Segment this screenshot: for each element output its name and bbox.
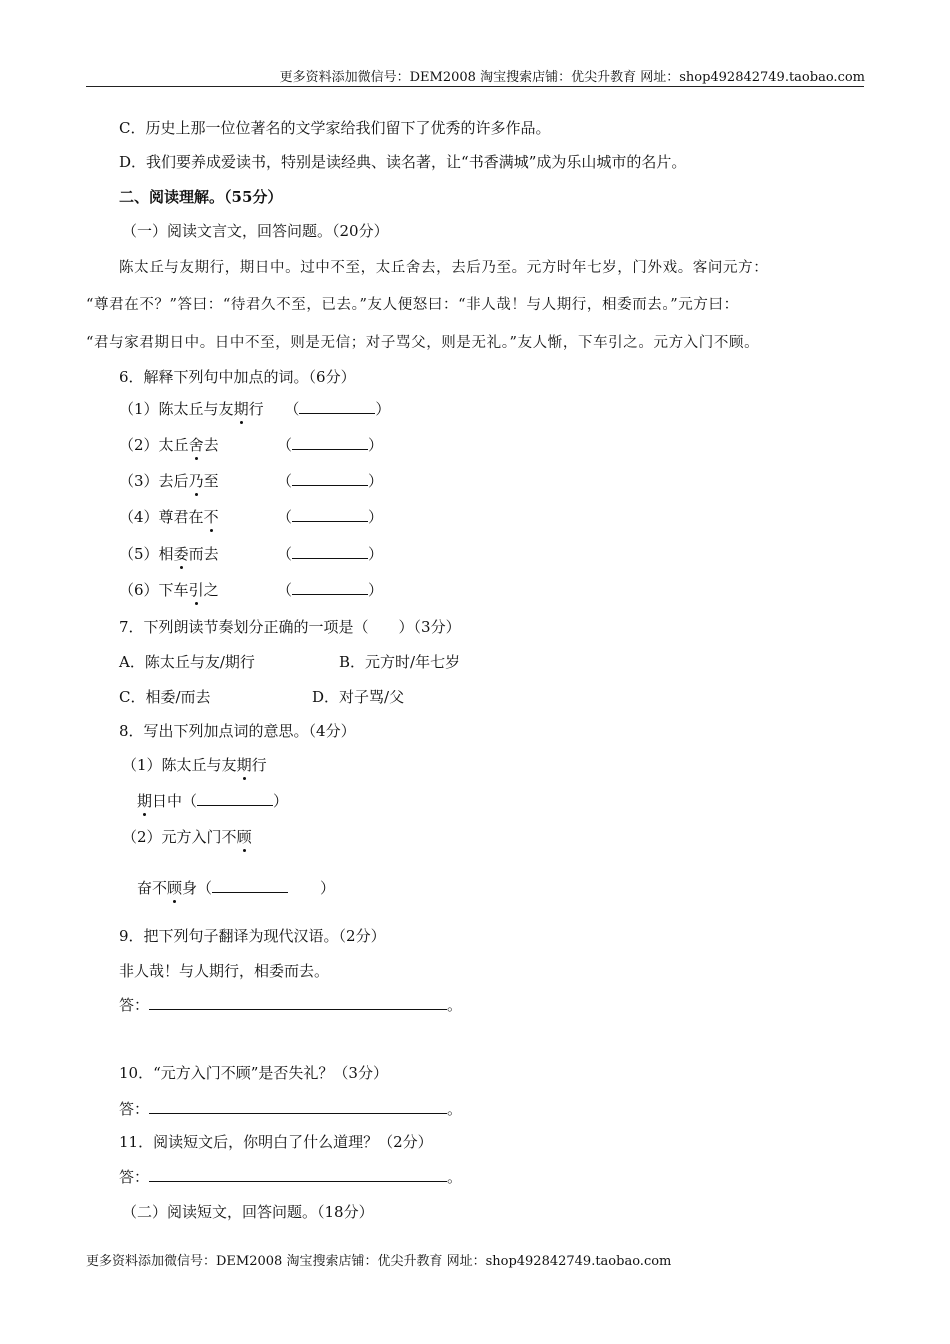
q11-stem: 11．阅读短文后，你明白了什么道理？（2分） [119, 1133, 433, 1151]
close-paren: ） [368, 472, 384, 490]
q11-answer [119, 1166, 462, 1187]
dotted-word: 期 [236, 756, 252, 774]
passage-line-1: 陈太丘与友期行，期日中。过中不至，太丘舍去，去后乃至。元方时年七岁，门外戏。客问元方： [119, 260, 769, 276]
q7-option-b: B．元方时/年七岁 [339, 653, 461, 671]
q7-option-a: A．陈太丘与友/期行 [119, 653, 255, 671]
answer-blank[interactable] [292, 435, 368, 450]
dotted-word: 不 [203, 508, 219, 526]
q6-item-2 [119, 434, 219, 455]
dotted-word: 顾 [167, 879, 183, 897]
close-paren: ） [375, 400, 391, 418]
q9-stem: 9．把下列句子翻译为现代汉语。（2分） [119, 927, 386, 945]
dotted-word: 舍 [188, 436, 204, 454]
dotted-word: 期 [233, 400, 249, 418]
item-number: （1） [122, 756, 162, 774]
q6-blank-2 [277, 434, 383, 455]
item-number: （2） [119, 436, 159, 454]
answer-label: 答： [119, 996, 150, 1014]
item-number: （4） [119, 508, 159, 526]
option-c: C．历史上那一位位著名的文学家给我们留下了优秀的许多作品。 [119, 119, 551, 137]
answer-blank[interactable] [292, 507, 368, 522]
item-text: 行 [251, 756, 267, 774]
item-number: （6） [119, 581, 159, 599]
item-text: 去后 [158, 472, 189, 490]
part2-title: （二）阅读短文，回答问题。（18分） [122, 1203, 374, 1221]
item-number: （5） [119, 545, 159, 563]
q9-sentence: 非人哉！与人期行，相委而去。 [119, 962, 330, 980]
dotted-word: 期 [137, 792, 153, 810]
dotted-word: 乃 [188, 472, 204, 490]
answer-line[interactable] [149, 1167, 447, 1182]
open-paren: （ [277, 508, 293, 526]
answer-end: 。 [447, 1168, 463, 1186]
item-text: 而去 [188, 545, 219, 563]
header-rule [86, 86, 864, 87]
item-number: （2） [122, 828, 162, 846]
answer-label: 答： [119, 1168, 150, 1186]
item-text: 相 [158, 545, 174, 563]
q9-answer [119, 994, 462, 1015]
close-paren: ） [368, 545, 384, 563]
answer-line[interactable] [149, 1099, 447, 1114]
answer-blank[interactable] [292, 544, 368, 559]
item-text: 之 [203, 581, 219, 599]
item-text: 身（ [182, 879, 213, 897]
q8-item-1 [122, 754, 267, 775]
item-text: 奋不 [137, 879, 168, 897]
q6-item-6 [119, 579, 219, 600]
close-paren: ） [368, 436, 384, 454]
item-number: （1） [119, 400, 159, 418]
q8-item-2b [137, 877, 335, 898]
answer-end: 。 [447, 1100, 463, 1118]
answer-blank[interactable] [212, 878, 288, 893]
option-d: D．我们要养成爱读书，特别是读经典、读名著，让“书香满城”成为乐山城市的名片。 [119, 153, 687, 171]
dotted-word: 顾 [236, 828, 252, 846]
item-text: 日中（ [152, 792, 198, 810]
answer-blank[interactable] [292, 580, 368, 595]
q6-item-3 [119, 470, 219, 491]
passage-line-3: “君与家君期日中。日中不至，则是无信；对子骂父，则是无礼。”友人惭，下车引之。元方入门不顾。 [86, 335, 760, 351]
q7-stem: 7．下列朗读节奏划分正确的一项是（ ）（3分） [119, 618, 461, 636]
q6-blank-5 [277, 543, 383, 564]
q10-stem: 10．“元方入门不顾”是否失礼？（3分） [119, 1064, 388, 1082]
q8-stem: 8．写出下列加点词的意思。（4分） [119, 722, 356, 740]
q8-item-2 [122, 826, 252, 847]
item-text: 下车 [158, 581, 189, 599]
close-paren: ） [368, 508, 384, 526]
passage-line-2: “尊君在不？”答曰：“待君久不至，已去。”友人便怒曰：“非人哉！与人期行，相委而去。”元方曰： [86, 297, 739, 313]
q10-answer [119, 1098, 462, 1119]
item-text: 元方入门不 [161, 828, 237, 846]
q8-item-1b [137, 790, 288, 811]
q6-item-5 [119, 543, 219, 564]
item-text: 陈太丘与友 [158, 400, 234, 418]
item-number: （3） [119, 472, 159, 490]
dotted-word: 引 [188, 581, 204, 599]
q7-option-c: C．相委/而去 [119, 688, 211, 706]
open-paren: （ [277, 436, 293, 454]
q7-option-d: D．对子骂/父 [312, 688, 405, 706]
item-text: 尊君在 [158, 508, 204, 526]
q6-stem: 6．解释下列句中加点的词。（6分） [119, 368, 356, 386]
part1-title: （一）阅读文言文，回答问题。（20分） [122, 222, 389, 240]
item-text: 太丘 [158, 436, 189, 454]
page-header: 更多资料添加微信号：DEM2008 淘宝搜索店铺：优尖升教育 网址：shop492842749.taobao.com [279, 70, 865, 85]
answer-blank[interactable] [299, 399, 375, 414]
answer-blank[interactable] [197, 791, 273, 806]
dotted-word: 委 [173, 545, 189, 563]
q6-item-4 [119, 506, 219, 527]
answer-label: 答： [119, 1100, 150, 1118]
open-paren: （ [284, 400, 300, 418]
item-text: 陈太丘与友 [161, 756, 237, 774]
close-paren: ） [368, 581, 384, 599]
item-text: 至 [203, 472, 219, 490]
q6-item-1 [119, 398, 390, 419]
q6-blank-4 [277, 506, 383, 527]
answer-end: 。 [447, 996, 463, 1014]
close-paren: ） [320, 879, 336, 897]
q6-blank-3 [277, 470, 383, 491]
open-paren: （ [277, 472, 293, 490]
answer-line[interactable] [149, 995, 447, 1010]
page-footer: 更多资料添加微信号：DEM2008 淘宝搜索店铺：优尖升教育 网址：shop492842749.taobao.com [86, 1254, 672, 1269]
close-paren: ） [273, 792, 289, 810]
section-title: 二、阅读理解。（55分） [119, 188, 283, 206]
q6-blank-6 [277, 579, 383, 600]
open-paren: （ [277, 545, 293, 563]
answer-blank[interactable] [292, 471, 368, 486]
item-text: 行 [248, 400, 264, 418]
open-paren: （ [277, 581, 293, 599]
item-text: 去 [203, 436, 219, 454]
